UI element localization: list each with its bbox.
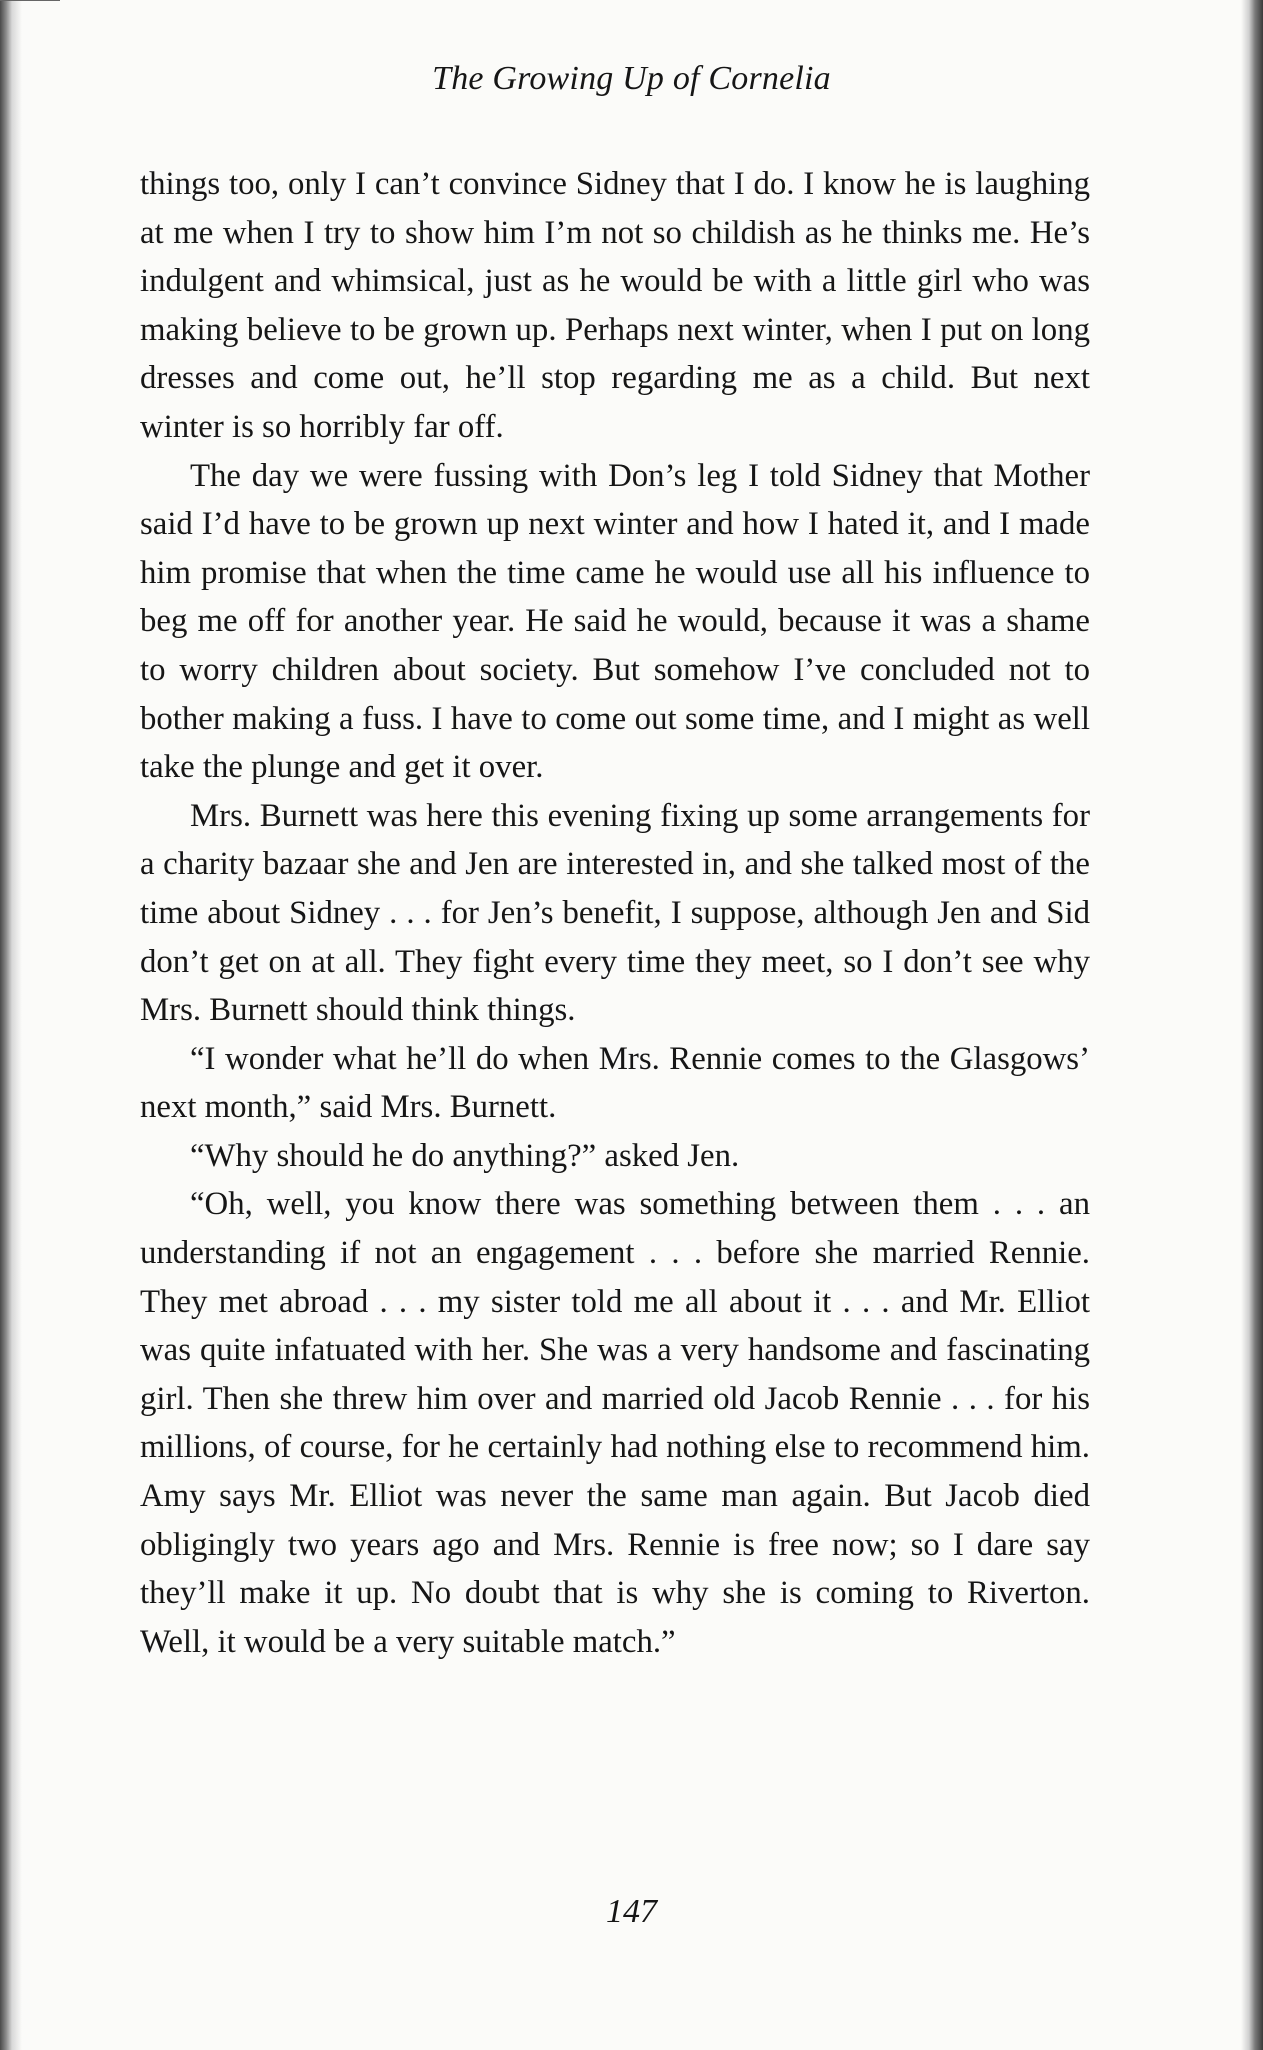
paragraph-3: Mrs. Burnett was here this evening fixing up some arrangements for a charity bazaar she and Jen are interested in, and she talked most of the time about Sidney . . . for Jen’s benefit, I suppose, although Jen and Sid don’t get on at all. They fight every time they meet, so I don’t see why Mrs. Burnett should think things. [140, 797, 1090, 1029]
paragraph-1: things too, only I can’t convince Sidney that I do. I know he is laughing at me when I try to show him I’m not so childish as he thinks me. He’s indulgent and whimsical, just as he would be with a little girl who was making believe to be grown up. Perhaps next winter, when I put on long dresses and come out, he’ll stop regarding me as a child. But next winter is so horribly far off. [140, 166, 1090, 445]
paragraph-5: “Why should he do anything?” asked Jen. [190, 1137, 740, 1174]
paragraph-2: The day we were fussing with Don’s leg I told Sidney that Mother said I’d have to be grown up next winter and how I hated it, and I made him promise that when the time came he would use all his influence to beg me off for another year. He said he would, because it was a shame to worry children about society. But somehow I’ve concluded not to bother making a fuss. I have to come out some time, and I might as well take the plunge and get it over. [140, 457, 1090, 786]
body-text [140, 160, 1090, 1666]
page-number: 147 [606, 1893, 657, 1930]
paragraph-6: “Oh, well, you know there was something between them . . . an understanding if not an engagement . . . before she married Rennie. They met abroad . . . my sister told me all about it . . . and Mr. Elliot was quite infatuated with her. She was a very handsome and fascinating girl. Then she threw him over and married old Jacob Rennie . . . for his millions, of course, for he certainly had nothing else to recommend him. Amy says Mr. Elliot was never the same man again. But Jacob died obligingly two years ago and Mrs. Rennie is free now; so I dare say they’ll make it up. No doubt that is why she is coming to Riverton. Well, it would be a very suitable match.” [140, 1186, 1090, 1660]
paragraph-4: “I wonder what he’ll do when Mrs. Rennie comes to the Glasgows’ next month,” said Mrs. Burnett. [140, 1040, 1090, 1126]
scan-edge-left [0, 0, 22, 2050]
scan-edge-right [1241, 0, 1263, 2050]
scan-edge-top [0, 0, 60, 7]
running-head: The Growing Up of Cornelia [432, 60, 831, 97]
